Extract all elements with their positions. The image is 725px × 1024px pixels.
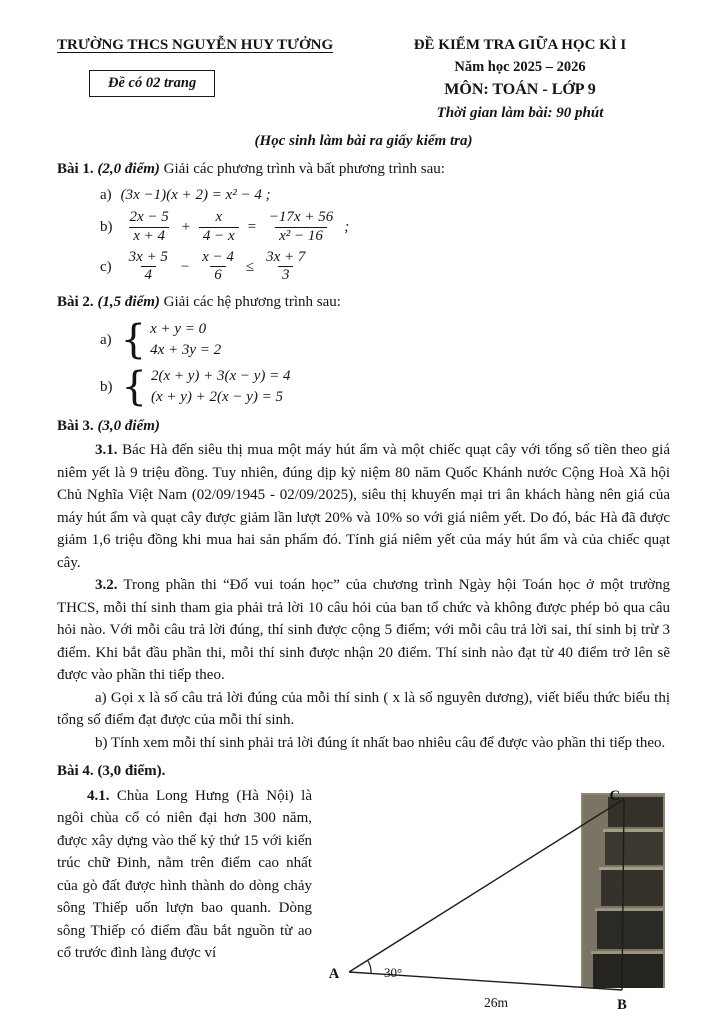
problem-3-heading	[57, 415, 670, 438]
problem-3-1-label: 3.1.	[95, 442, 118, 459]
vertex-a-label: A	[328, 965, 340, 982]
fraction-denominator: 4 − x	[199, 227, 239, 246]
problem-1-points: (2,0 điểm)	[97, 161, 160, 178]
angle-arc	[368, 960, 371, 973]
triangle-figure	[312, 785, 670, 1024]
fraction-numerator: 2x − 5	[129, 209, 169, 226]
vertex-c-label: C	[609, 787, 620, 804]
problem-4-1-paragraph	[57, 785, 312, 965]
problem-3-1-text: Bác Hà đến siêu thị mua một máy hút ẩm và một chiếc quạt cây với tổng số tiền theo giá niêm yết là 9 triệu đồng. Tuy nhiên, đúng dịp kỷ niệm 80 năm Quốc Khánh nước Cộng Hoà Xã hội Chủ Nghĩa Việt Nam (02/09/1945 - 02/09/2025), siêu thị khuyến mại tri ân khách hàng nên giá của máy hút ẩm và quạt cây được giảm lần lượt 20% và 10% so với giá niêm yết. Do đó, bác Hà đã được giảm 1,6 triệu đồng khi mua hai sản phẩm đó. Tính giá niêm yết của máy hút ẩm và của chiếc quạt cây.	[57, 442, 671, 571]
problem-4-1-label: 4.1.	[87, 787, 110, 804]
fraction	[126, 209, 173, 245]
exam-instruction: (Học sinh làm bài ra giấy kiểm tra)	[254, 132, 473, 149]
problem-3-points: (3,0 điểm)	[97, 417, 160, 434]
system-2b	[100, 366, 670, 409]
problem-4-1-text: Chùa Long Hưng (Hà Nội) là ngôi chùa cổ có niên đại hơn 300 năm, được xây dựng vào thế kỷ thứ 15 với kiến trúc chữ Đinh, nằm trên điểm cao nhất của gò đất được hình thành do dòng chảy sông Thiếp uốn lượn bao quanh. Dòng sông Thiếp có điểm đầu bắt nguồn từ ao cổ trước đình làng được ví	[57, 787, 313, 962]
base-length-label: 26m	[483, 994, 509, 1010]
school-name: TRƯỜNG THCS NGUYỄN HUY TƯỞNG	[57, 37, 334, 53]
fraction-denominator: 3	[278, 266, 294, 285]
equation-end: ;	[344, 219, 350, 236]
fraction	[199, 209, 239, 245]
system-2a	[100, 316, 670, 363]
system-brace: {	[120, 316, 147, 363]
fraction-numerator: 3x + 5	[128, 248, 168, 265]
exam-title: ĐỀ KIỂM TRA GIỮA HỌC KÌ I	[413, 37, 627, 53]
school-year: Năm học 2025 – 2026	[454, 58, 586, 75]
equation-1c-label: c)	[100, 258, 112, 275]
fraction	[125, 249, 172, 285]
page-count-text: Đề có 02 trang	[108, 74, 197, 91]
system-equations	[151, 366, 291, 409]
problem-3-label: Bài 3.	[57, 417, 94, 434]
equation-1b-label: b)	[100, 219, 113, 236]
fraction	[198, 249, 238, 285]
problem-4-points: (3,0 điểm).	[97, 763, 166, 780]
operator: −	[179, 258, 191, 275]
problem-4	[57, 760, 670, 1024]
fraction-numerator: x	[215, 209, 223, 226]
problem-2-intro: Giải các hệ phương trình sau:	[163, 294, 341, 310]
problem-4-label: Bài 4.	[57, 763, 94, 780]
subject-line: MÔN: TOÁN - LỚP 9	[444, 81, 596, 99]
problem-3-1-paragraph	[57, 439, 670, 574]
problem-1-intro: Giải các phương trình và bất phương trình sau:	[163, 161, 445, 178]
operator: ≤	[245, 258, 255, 275]
system-2b-label: b)	[100, 379, 113, 396]
operator: +	[180, 219, 191, 236]
vertex-b-label: B	[617, 996, 627, 1013]
problem-3	[57, 415, 670, 755]
fraction-denominator: x² − 16	[275, 227, 327, 246]
equation-1b	[100, 209, 670, 245]
problem-4-heading	[57, 760, 670, 783]
problem-3-2-label: 3.2.	[95, 577, 118, 594]
system-equation-line: x + y = 0	[150, 320, 207, 337]
system-2a-label: a)	[100, 331, 112, 348]
angle-label: 30°	[384, 964, 403, 980]
fraction	[265, 209, 337, 245]
problem-1	[57, 158, 670, 285]
equation-1a-body: (3x −1)(x + 2) = x² − 4 ;	[120, 186, 271, 203]
system-brace: {	[121, 364, 147, 411]
fraction	[262, 249, 309, 285]
fraction-denominator: 4	[141, 266, 157, 285]
triangle-diagram	[324, 787, 670, 1024]
time-limit: Thời gian làm bài: 90 phút	[436, 105, 604, 122]
equation-1c	[100, 249, 670, 285]
fraction-denominator: x + 4	[129, 227, 169, 246]
fraction-numerator: −17x + 56	[268, 209, 334, 226]
fraction-numerator: x − 4	[202, 248, 234, 265]
problem-2	[57, 291, 670, 409]
problem-1-label: Bài 1.	[57, 161, 94, 178]
problem-2-label: Bài 2.	[57, 294, 94, 310]
system-equations	[150, 319, 221, 362]
header-left	[57, 34, 367, 125]
problem-3-2b-paragraph: b) Tính xem mỗi thí sinh phải trả lời đúng ít nhất bao nhiêu câu để được vào phần thi tiếp theo.	[95, 734, 666, 751]
page-count-box	[89, 70, 215, 98]
problem-2-points: (1,5 điểm)	[97, 294, 160, 310]
equation-1a-label: a)	[100, 186, 112, 203]
header-right	[370, 34, 670, 125]
problem-1-heading	[57, 158, 670, 181]
problem-3-2-paragraph	[57, 574, 670, 687]
problem-3-2a-paragraph: a) Gọi x là số câu trả lời đúng của mỗi thí sinh ( x là số nguyên dương), viết biểu thức biểu thị tổng số điểm đạt được của mỗi thí sinh.	[57, 689, 670, 729]
problem-4-text-column	[57, 785, 312, 1024]
fraction-numerator: 3x + 7	[266, 248, 306, 265]
exam-header	[57, 34, 670, 125]
fraction-denominator: 6	[210, 266, 226, 285]
operator: =	[246, 219, 257, 236]
problem-2-heading	[57, 291, 670, 314]
problem-4-body	[57, 785, 670, 1024]
system-equation-line: 4x + 3y = 2	[150, 341, 222, 358]
problem-3-2-text: Trong phần thi “Đố vui toán học” của chương trình Ngày hội Toán học ở một trường THCS, mỗi thí sinh tham gia phải trả lời 10 câu hỏi của ban tổ chức và không được phép bỏ qua câu hỏi nào. Với mỗi câu trả lời đúng, thí sinh được cộng 5 điểm; với mỗi câu trả lời sai, thí sinh bị trừ 3 điểm. Khi bắt đầu phần thi, mỗi thí sinh được nhận 20 điểm. Thí sinh nào đạt từ 40 điểm trở lên sẽ được vào phần thi tiếp theo.	[57, 577, 670, 684]
system-equation-line: 2(x + y) + 3(x − y) = 4	[150, 368, 291, 385]
system-equation-line: (x + y) + 2(x − y) = 5	[150, 389, 284, 406]
equation-1a	[100, 184, 670, 207]
